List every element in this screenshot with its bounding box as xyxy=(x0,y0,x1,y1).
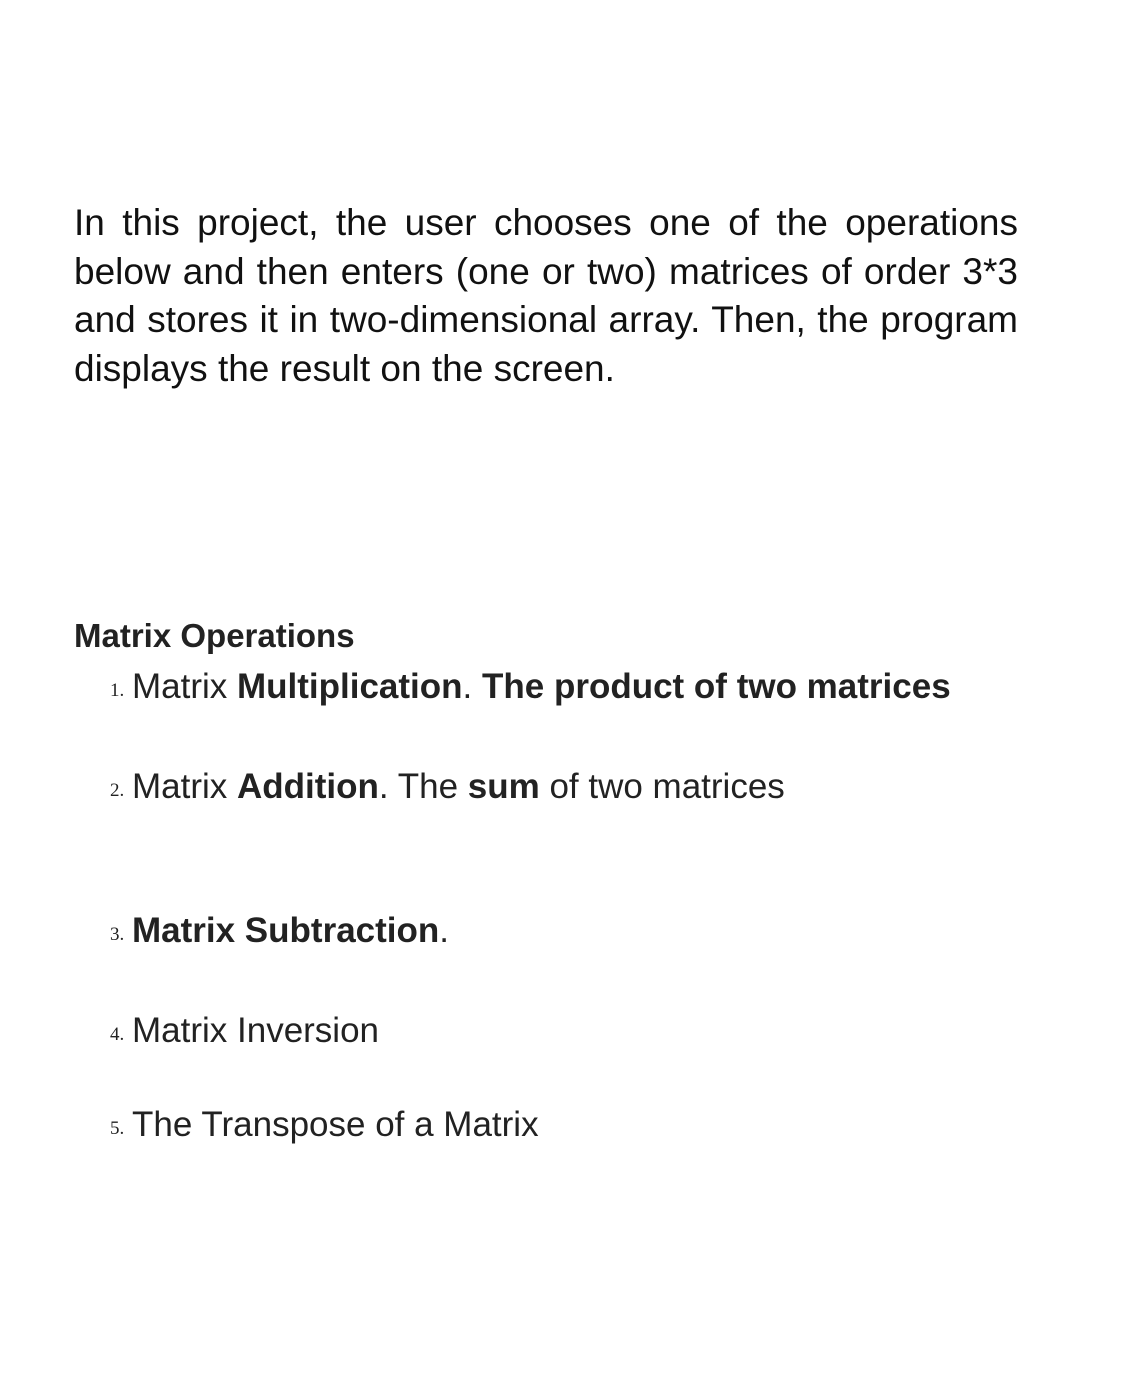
list-number: 3. xyxy=(110,924,125,945)
list-number: 1. xyxy=(110,680,125,701)
operation-text-part: Matrix xyxy=(132,767,237,806)
operation-text-part: Matrix xyxy=(132,667,237,706)
operation-name-bold: Addition xyxy=(237,767,379,806)
list-number: 5. xyxy=(110,1118,125,1139)
operation-name-bold: Multiplication xyxy=(237,667,463,706)
operation-text-part: Matrix Inversion xyxy=(132,1011,380,1050)
operation-text xyxy=(132,1103,539,1147)
operation-item-subtraction xyxy=(74,909,1074,953)
operation-text-part: . xyxy=(462,667,482,706)
list-number: 4. xyxy=(110,1024,125,1045)
operation-text-part: The Transpose of a Matrix xyxy=(132,1105,539,1144)
operation-text xyxy=(132,1009,379,1053)
operation-text xyxy=(132,909,449,953)
section-heading: Matrix Operations xyxy=(74,617,355,654)
operation-text xyxy=(132,765,785,809)
operation-text-part: of two matrices xyxy=(539,767,785,806)
operation-item-inversion xyxy=(74,1009,1074,1053)
operation-item-addition xyxy=(74,765,1074,809)
operation-text-part: . xyxy=(439,911,449,950)
operation-name-bold: Matrix Subtraction xyxy=(132,911,440,950)
operation-text-part: . The xyxy=(378,767,468,806)
operation-description-bold: The product of two matrices xyxy=(482,667,951,706)
intro-paragraph: In this project, the user chooses one of the operations below and then enters (one or two) matrices of order 3*3 and stores it in two-dimensional array. Then, the program displays the result on the screen. xyxy=(74,202,1018,389)
sum-word-bold: sum xyxy=(467,767,540,806)
operation-text xyxy=(132,665,951,709)
operation-item-multiplication xyxy=(74,665,1074,709)
list-number: 2. xyxy=(110,780,125,801)
operation-item-transpose xyxy=(74,1103,1074,1147)
